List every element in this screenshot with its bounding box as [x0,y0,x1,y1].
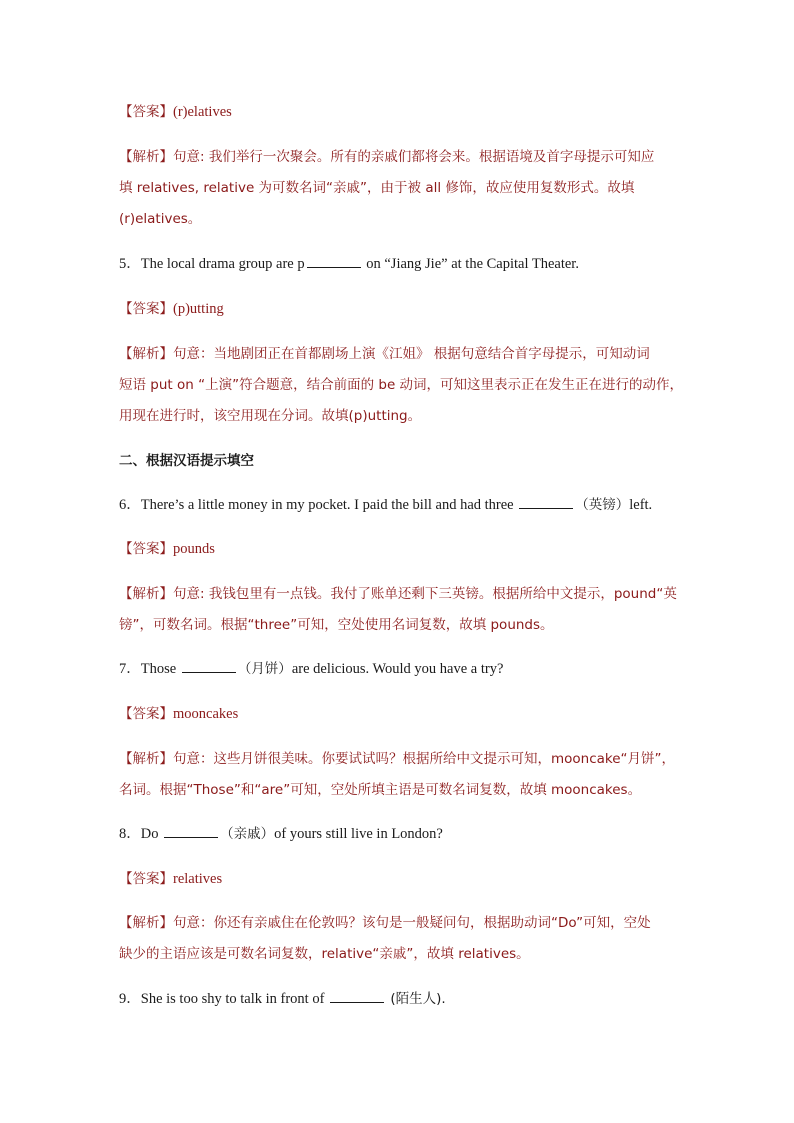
q5-analysis-line-3: 用现在进行时，该空用现在分词。故填(p)utting。 [119,408,422,424]
q8-analysis-line-2: 缺少的主语应该是可数名词复数，relative“亲戚”，故填 relatives。 [119,946,530,962]
question-9: 9．She is too shy to talk in front of (陌生人). [119,991,446,1007]
question-7: 7．Those （月饼）are delicious. Would you have a try? [119,661,504,677]
section-heading: 二、根据汉语提示填空 [119,453,254,469]
answer-tag: 【答案】 [119,706,173,722]
question-8: 8．Do （亲戚）of yours still live in London? [119,826,443,842]
q4-analysis-line-1: 【解析】句意: 我们举行一次聚会。所有的亲戚们都将会来。根据语境及首字母提示可知应 [119,149,655,165]
answer-tag: 【答案】 [119,541,173,557]
analysis-tag: 【解析】 [119,751,173,767]
q4-analysis-line-3: (r)elatives。 [119,211,202,227]
question-number: 6． [119,497,141,513]
q6-answer-line [119,540,684,558]
q6-analysis-line-2: 镑”，可数名词。根据“three”可知，空处使用名词复数，故填 pounds。 [119,617,554,633]
question-number: 9． [119,991,141,1007]
q8-answer: relatives [173,871,223,887]
analysis-tag: 【解析】 [119,346,173,362]
q8-answer-line [119,870,684,888]
question-number: 8． [119,826,141,842]
analysis-tag: 【解析】 [119,586,173,602]
answer-tag: 【答案】 [119,104,173,120]
q7-answer-line [119,705,684,723]
q7-analysis-line-1: 【解析】句意：这些月饼很美味。你要试试吗？根据所给中文提示可知，mooncake“月饼”， [119,751,676,767]
question-6: 6．There’s a little money in my pocket. I paid the bill and had three （英镑）left. [119,497,653,513]
q7-answer: mooncakes [173,706,239,722]
fill-blank [307,255,361,268]
analysis-tag: 【解析】 [119,915,173,931]
q5-answer-line [119,300,684,318]
q4-answer-line [119,103,684,121]
q5-analysis-line-2: 短语 put on “上演”符合题意，结合前面的 be 动词，可知这里表示正在发生正在进行的动作， [119,377,684,393]
question-number: 5． [119,256,141,272]
question-number: 7． [119,661,141,677]
q6-answer: pounds [173,541,215,557]
answer-tag: 【答案】 [119,871,173,887]
q5-answer: (p)utting [173,301,224,317]
fill-blank [519,496,573,509]
q6-analysis-line-1: 【解析】句意: 我钱包里有一点钱。我付了账单还剩下三英镑。根据所给中文提示，pound“英 [119,586,677,602]
fill-blank [164,825,218,838]
q4-analysis-line-2: 填 relatives, relative 为可数名词“亲戚”，由于被 all 修饰，故应使用复数形式。故填 [119,180,635,196]
q5-analysis-line-1: 【解析】句意：当地剧团正在首都剧场上演《江姐》 根据句意结合首字母提示，可知动词 [119,346,650,362]
fill-blank [330,990,384,1003]
q4-answer: (r)elatives [173,104,232,120]
question-5: 5．The local drama group are p on “Jiang Jie” at the Capital Theater. [119,256,579,272]
answer-tag: 【答案】 [119,301,173,317]
q7-analysis-line-2: 名词。根据“Those”和“are”可知，空处所填主语是可数名词复数，故填 mooncakes。 [119,782,642,798]
q8-analysis-line-1: 【解析】句意：你还有亲戚住在伦敦吗？该句是一般疑问句，根据助动词“Do”可知，空处 [119,915,651,931]
analysis-tag: 【解析】 [119,149,173,165]
fill-blank [182,660,236,673]
